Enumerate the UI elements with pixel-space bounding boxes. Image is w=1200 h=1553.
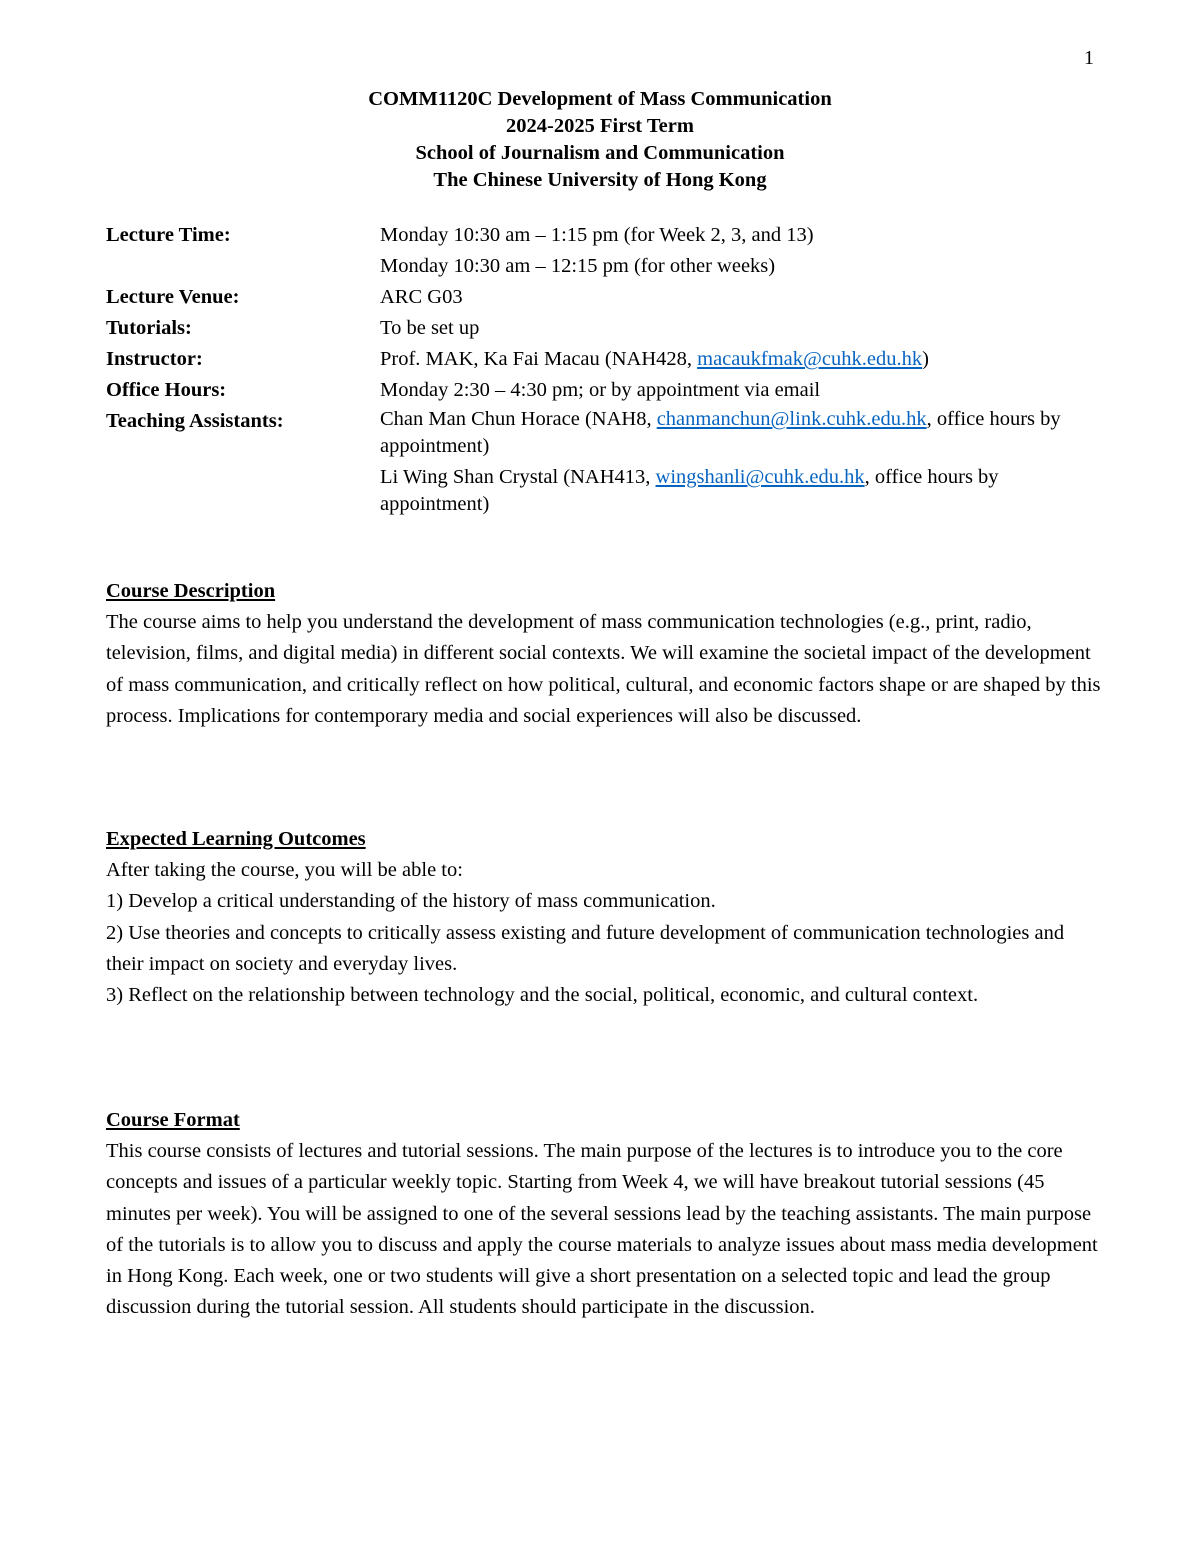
instructor-row <box>106 344 1106 375</box>
ta2-email-link[interactable]: wingshanli@cuhk.edu.hk <box>655 466 865 488</box>
outcome-item: 3) Reflect on the relationship between technology and the social, political, economic, and cultural context. <box>106 984 979 1007</box>
lecture-time-label: Lecture Time: <box>106 224 231 246</box>
lecture-time-2: Monday 10:30 am – 12:15 pm (for other weeks) <box>380 255 776 277</box>
page-number: 1 <box>1084 47 1094 69</box>
outcome-item: 2) Use theories and concepts to critically assess existing and future development of communication technologies and their impact on society and everyday lives. <box>106 921 1065 975</box>
venue-row <box>106 282 1106 313</box>
course-title: COMM1120C Development of Mass Communication <box>368 88 832 110</box>
course-format-section <box>106 1105 1106 1323</box>
ta2-name: Li Wing Shan Crystal (NAH413, <box>380 466 656 488</box>
ta-row <box>106 406 1106 522</box>
lecture-time-row <box>106 220 1106 282</box>
course-format-body: This course consists of lectures and tutorial sessions. The main purpose of the lectures is to introduce you to the core concepts and issues of a particular weekly topic. Starting from Week 4, we will have breakout tutorial sessions (45 minutes per week). You will be assigned to one of the several sessions lead by the teaching assistants. The main purpose of the tutorials is to allow you to discuss and apply the course materials to analyze issues about mass media development in Hong Kong. Each week, one or two students will give a short presentation on a selected topic and lead the group discussion during the tutorial session. All students should participate in the discussion. <box>106 1140 1098 1319</box>
tutorials-row <box>106 313 1106 344</box>
ta2-note: , office hours by appointment) <box>380 466 999 515</box>
ta2 <box>380 464 1106 522</box>
school: School of Journalism and Communication <box>415 142 785 164</box>
ta1-name: Chan Man Chun Horace (NAH8, <box>380 408 657 430</box>
course-description-body: The course aims to help you understand the development of mass communication technologies (e.g., print, radio, television, films, and digital media) in different social contexts. We will examine the societal impact of the development of mass communication, and critically reflect on how political, cultural, and economic factors shape or are shaped by this process. Implications for contemporary media and social experiences will also be discussed. <box>106 611 1101 727</box>
course-description-section <box>106 576 1106 732</box>
office-hours-label: Office Hours: <box>106 379 227 401</box>
office-hours-row <box>106 375 1106 406</box>
university: The Chinese University of Hong Kong <box>433 169 767 191</box>
tutorials-label: Tutorials: <box>106 317 192 339</box>
ta-label: Teaching Assistants: <box>106 410 284 432</box>
ta1-email-link[interactable]: chanmanchun@link.cuhk.edu.hk <box>656 408 927 430</box>
learning-outcomes-section <box>106 824 1106 1011</box>
lecture-time-1: Monday 10:30 am – 1:15 pm (for Week 2, 3, and 13) <box>380 224 814 246</box>
instructor-email-link[interactable]: macaukfmak@cuhk.edu.hk <box>697 348 923 370</box>
tutorials: To be set up <box>380 317 480 339</box>
course-info <box>106 220 1106 522</box>
learning-outcomes-intro: After taking the course, you will be able to: <box>106 859 463 882</box>
instructor-name: Prof. MAK, Ka Fai Macau (NAH428, <box>380 348 698 370</box>
instructor-label: Instructor: <box>106 348 203 370</box>
course-description-heading: Course Description <box>106 580 276 602</box>
office-hours: Monday 2:30 – 4:30 pm; or by appointment via email <box>380 379 821 401</box>
ta1 <box>380 406 1106 464</box>
learning-outcomes-heading: Expected Learning Outcomes <box>106 828 366 850</box>
term: 2024-2025 First Term <box>506 115 694 137</box>
ta1-note: , office hours by appointment) <box>380 408 1061 457</box>
outcome-item: 1) Develop a critical understanding of the history of mass communication. <box>106 890 716 913</box>
instructor-close: ) <box>922 348 929 370</box>
course-format-heading: Course Format <box>106 1109 240 1131</box>
title-block <box>0 86 1200 194</box>
venue-label: Lecture Venue: <box>106 286 240 308</box>
venue: ARC G03 <box>380 286 463 308</box>
